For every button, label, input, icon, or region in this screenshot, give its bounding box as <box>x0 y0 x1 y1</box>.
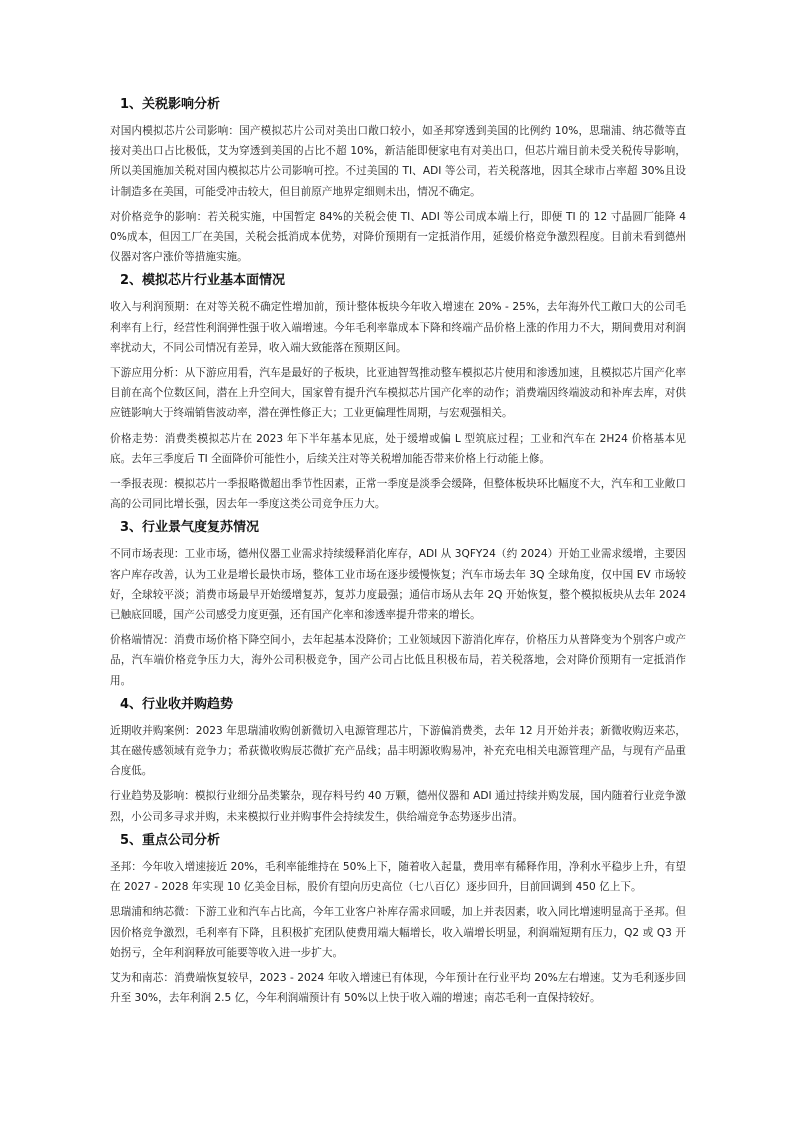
paragraph: 行业趋势及影响：模拟行业细分品类繁杂，现存料号约 40 万颗，德州仪器和 ADI 通过持续并购发展，国内随着行业竞争激烈，小公司多寻求并购，未来模拟行业并购事件会持续发生，供给端竞争态势逐步出清。 <box>110 790 686 823</box>
section-heading: 3、行业景气度复苏情况 <box>120 520 260 536</box>
paragraph: 近期收并购案例：2023 年思瑞浦收购创新微切入电源管理芯片，下游偏消费类，去年 12 月开始并表；新微收购迈来芯，其在磁传感领域有竞争力；希荻微收购辰芯微扩充产品线；晶丰明源收购易冲，补充充电相关电源管理产品，与现有产品重合度低。 <box>110 724 686 778</box>
paragraph: 圣邦：今年收入增速接近 20%，毛利率能维持在 50%上下，随着收入起量，费用率有稀释作用，净利水平稳步上升，有望在 2027 - 2028 年实现 10 亿美金目标，股价有望向历史高位（七八百亿）逐步回升，目前回调到 450 亿上下。 <box>110 860 686 894</box>
paragraph: 价格走势：消费类模拟芯片在 2023 年下半年基本见底，处于缓增或偏 L 型筑底过程；工业和汽车在 2H24 价格基本见底。去年三季度后 TI 全面降价可能性小，后续关注对等关税增加能否带来价格上行动能上修。 <box>110 432 686 465</box>
section-key-companies <box>110 832 686 1008</box>
paragraph: 对价格竞争的影响：若关税实施，中国暂定 84%的关税会使 TI、ADI 等公司成本端上行，即便 TI 的 12 寸晶圆厂能降 40%成本，但因工厂在美国，关税会抵消成本优势，对降价预期有一定抵消作用，延缓价格竞争激烈程度。目前未看到德州仪器对客户涨价等措施实施。 <box>110 210 686 264</box>
paragraph: 一季报表现：模拟芯片一季报略微超出季节性因素，正常一季度是淡季会缓降，但整体板块环比幅度不大，汽车和工业敞口高的公司同比增长强，因去年一季度这类公司竞争压力大。 <box>110 478 686 511</box>
section-industry-fundamentals <box>110 272 686 514</box>
section-heading: 1、关税影响分析 <box>120 97 221 112</box>
paragraph: 价格端情况：消费市场价格下降空间小，去年起基本没降价；工业领域因下游消化库存，价格压力从普降变为个别客户或产品，汽车端价格竞争压力大，海外公司积极竞争，国产公司占比低且积极布局，若关税落地，会对降价预期有一定抵消作用。 <box>110 634 686 687</box>
paragraph: 下游应用分析：从下游应用看，汽车是最好的子板块，比亚迪智驾推动整车模拟芯片使用和渗透加速，且模拟芯片国产化率目前在高个位数区间，潜在上升空间大，国家曾有提升汽车模拟芯片国产化率的动作；消费端因终端波动和补库去库，对供应链影响大于终端销售波动率，潜在弹性修正大；工业更偏理性周期，与宏观强相关。 <box>110 367 686 420</box>
section-tariff-impact <box>110 96 686 267</box>
paragraph: 收入与利润预期：在对等关税不确定性增加前，预计整体板块今年收入增速在 20% - 25%，去年海外代工敞口大的公司毛利率有上行，经营性利润弹性强于收入端增速。今年毛利率靠成本下降和终端产品价格上涨的作用力不大，期间费用对利润率扰动大，不同公司情况有差异，收入端大致能落在预期区间。 <box>110 301 686 354</box>
paragraph: 对国内模拟芯片公司影响：国产模拟芯片公司对美出口敞口较小，如圣邦穿透到美国的比例约 10%，思瑞浦、纳芯微等直接对美出口占比极低，艾为穿透到美国的占比不超 10%，新洁能即便家电有对美出口，但芯片端目前未受关税传导影响，所以美国施加关税对国内模拟芯片公司影响可控。不过美国的 TI、ADI 等公司，若关税落地，因其全球市占率超 30%且设计制造多在美国，可能受冲击较大，但目前原产地界定细则未出，情况不确定。 <box>110 125 686 198</box>
paragraph: 不同市场表现：工业市场，德州仪器工业需求持续缓释消化库存，ADI 从 3QFY24（约 2024）开始工业需求缓增，主要因客户库存改善，认为工业是增长最快市场，整体工业市场在逐步缓慢恢复；汽车市场去年 3Q 全球角度，仅中国 EV 市场较好，全球较平淡；消费市场最早开始缓增复苏，复苏力度最强；通信市场从去年 2Q 开始恢复，整个模拟板块从去年 2024 已触底回暖，国产公司感受力度更强，还有国产化率和渗透率提升带来的增长。 <box>110 548 686 622</box>
section-heading: 5、重点公司分析 <box>120 832 221 848</box>
section-recovery <box>110 519 686 690</box>
paragraph: 思瑞浦和纳芯微：下游工业和汽车占比高，今年工业客户补库存需求回暖，加上并表因素，收入同比增速明显高于圣邦。但因价格竞争激烈，毛利率有下降，且积极扩充团队使费用端大幅增长，收入端增长明显，利润端短期有压力，Q2 或 Q3 开始拐亏，全年利润释放可能要等收入进一步扩大。 <box>110 906 686 959</box>
paragraph: 艾为和南芯：消费端恢复较早，2023 - 2024 年收入增速已有体现，今年预计在行业平均 20%左右增速。艾为毛利逐步回升至 30%，去年利润 2.5 亿，今年利润端预计有 50%以上快于收入端的增速；南芯毛利一直保持较好。 <box>110 971 686 1005</box>
section-mergers <box>110 696 686 827</box>
section-heading: 4、行业收并购趋势 <box>120 696 234 712</box>
section-heading: 2、模拟芯片行业基本面情况 <box>120 273 286 289</box>
document-body <box>110 96 686 1013</box>
